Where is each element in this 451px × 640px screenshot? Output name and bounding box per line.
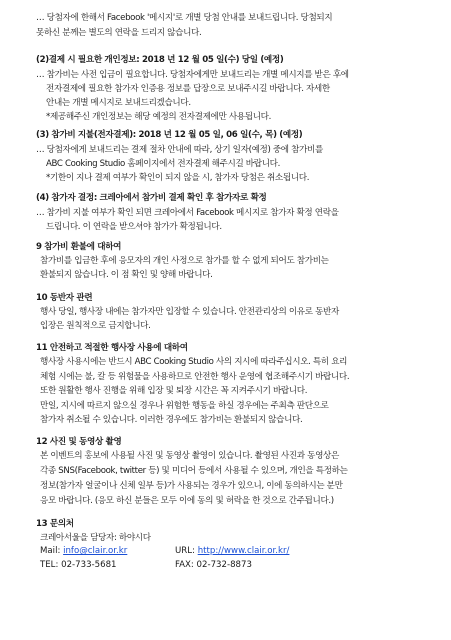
sec8-line-2: 못하신 분께는 별도의 연락을 드리지 않습니다.	[36, 28, 202, 38]
sec11-title: 11 안전하고 적절한 행사장 사용에 대하여	[36, 343, 188, 353]
fax-label: FAX:	[175, 560, 197, 570]
sec13-title: 13 문의처	[36, 519, 74, 529]
sec12-line-1: 본 이벤트의 홍보에 사용될 사진 및 동영상 촬영이 있습니다. 촬영된 사진과 동영상은	[40, 451, 339, 461]
fax-value: 02-732-8873	[196, 560, 252, 570]
url-row	[175, 546, 289, 557]
sec8-sub3-line-1: … 당첨자에게 보내드리는 결제 절차 안내에 따라, 상기 일자(예정) 중에 참가비를	[36, 145, 323, 155]
sec13-contact-person: 크레아서울을 담당자: 하야시다	[40, 533, 151, 543]
sec8-sub3-title: (3) 참가비 지불(전자결제): 2018 년 12 월 05 일, 06 일(수, 목) (예정)	[36, 130, 303, 140]
sec8-sub2-line-3: 안내는 개별 메시지로 보내드리겠습니다.	[46, 98, 191, 108]
sec9-line-2: 환불되지 않습니다. 이 점 확인 및 양해 바랍니다.	[40, 270, 213, 280]
sec12-line-2: 각종 SNS(Facebook, twitter 등) 및 미디어 등에서 사용될 수 있으며, 개인을 특정하는	[40, 466, 348, 476]
tel-row	[40, 560, 117, 571]
sec10-line-1: 행사 당일, 행사장 내에는 참가자만 입장할 수 있습니다. 안전관리상의 이유로 동반자	[40, 307, 339, 317]
url-label: URL:	[175, 546, 198, 556]
mail-link[interactable]: info@clair.or.kr	[63, 546, 128, 556]
sec11-line-3: 또한 원활한 행사 진행을 위해 입장 및 퇴장 시간은 꼭 지켜주시기 바랍니다.	[40, 386, 308, 396]
sec8-sub4-line-1: … 참가비 지불 여부가 확인 되면 크레아에서 Facebook 메시지로 참가자 확정 연락을	[36, 208, 339, 218]
sec9-line-1: 참가비를 입금한 후에 응모자의 개인 사정으로 참가를 할 수 없게 되어도 참가비는	[40, 256, 329, 266]
sec9-title: 9 참가비 환불에 대하여	[36, 242, 122, 252]
mail-row	[40, 546, 127, 557]
sec8-sub2-title: (2)결제 시 필요한 개인정보: 2018 년 12 월 05 일(수) 당일 (예정)	[36, 55, 284, 65]
sec8-sub2-line-2: 전자결제에 필요한 참가자 인증용 정보를 답장으로 보내주시길 바랍니다. 자세한	[46, 84, 330, 94]
sec10-title: 10 동반자 관련	[36, 293, 93, 303]
tel-label: TEL:	[40, 560, 62, 570]
tel-value: 02-733-5681	[61, 560, 117, 570]
sec8-sub2-line-4: *제공해주신 개인정보는 해당 예정의 전자결제에만 사용됩니다.	[46, 112, 271, 122]
sec8-sub3-line-3: *기한이 지나 결제 여부가 확인이 되지 않을 시, 참가자 당첨은 취소됩니다.	[46, 173, 310, 183]
sec12-title: 12 사진 및 동영상 촬영	[36, 437, 122, 447]
sec8-sub4-title: (4) 참가자 결정: 크레아에서 참가비 결제 확인 후 참가자로 확정	[36, 193, 267, 203]
sec8-sub2-line-1: … 참가비는 사전 입금이 필요합니다. 당첨자에게만 보내드리는 개별 메시지를 받은 후에	[36, 70, 349, 80]
sec10-line-2: 입장은 원칙적으로 금지합니다.	[40, 321, 151, 331]
sec8-sub3-line-2: ABC Cooking Studio 홈페이지에서 전자결제 해주시길 바랍니다.	[46, 159, 280, 169]
sec11-line-2: 체험 시에는 불, 칼 등 위험물을 사용하므로 안전한 행사 운영에 협조해주시기 바랍니다.	[40, 372, 350, 382]
sec11-line-5: 참가자 취소될 수 있습니다. 이러한 경우에도 참가비는 환불되지 않습니다.	[40, 415, 303, 425]
fax-row	[175, 560, 252, 571]
url-link[interactable]: http://www.clair.or.kr/	[197, 546, 290, 556]
sec8-sub4-line-2: 드립니다. 이 연락을 받으셔야 참가가 확정됩니다.	[46, 222, 222, 232]
sec8-line-1: … 당첨자에 한해서 Facebook '메시지'로 개별 당첨 안내를 보내드립니다. 당첨되지	[36, 13, 333, 23]
mail-label: Mail:	[40, 546, 64, 556]
sec11-line-1: 행사장 사용시에는 반드시 ABC Cooking Studio 사의 지시에 따라주십시오. 특히 요리	[40, 357, 348, 367]
sec11-line-4: 만일, 지시에 따르지 않으실 경우나 위험한 행동을 하실 경우에는 주최측 판단으로	[40, 401, 329, 411]
sec12-line-3: 정보(참가자 얼굴이나 신체 일부 등)가 사용되는 경우가 있으니, 이에 동의하시는 분만	[40, 481, 343, 491]
sec12-line-4: 응모 바랍니다. (응모 하신 분들은 모두 이에 동의 및 허락을 한 것으로 간주됩니다.)	[40, 496, 334, 506]
